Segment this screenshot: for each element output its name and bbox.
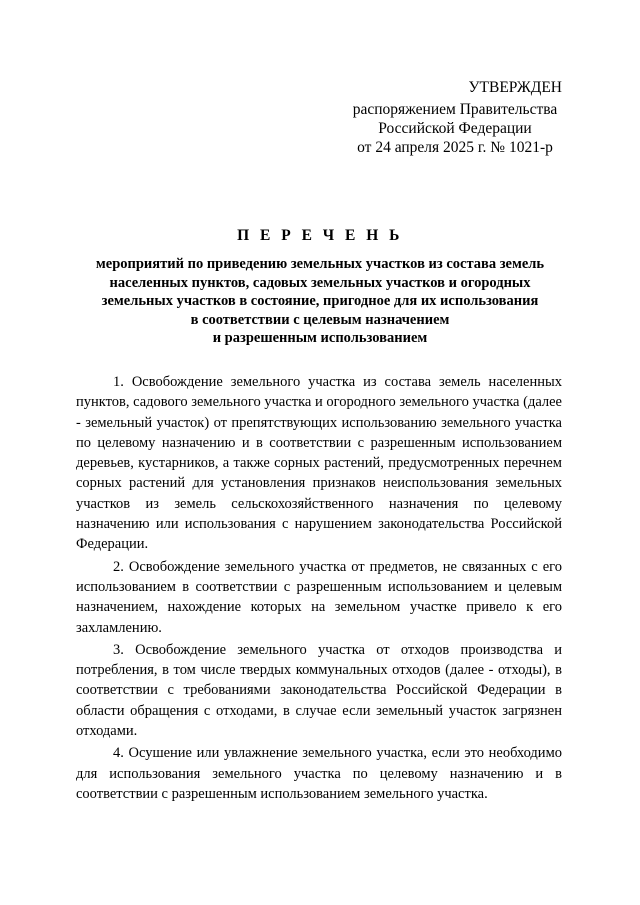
- approval-stamp: [300, 78, 610, 157]
- document-heading: [60, 227, 580, 348]
- list-item: 4. Осушение или увлажнение земельного участка, если это необходимо для использования земельного участка по целевому назначению и в соответствии с разрешенным использованием земельного участка.: [76, 745, 562, 802]
- document-title: П Е Р Е Ч Е Н Ь: [237, 227, 403, 244]
- items-list: [76, 372, 562, 806]
- subtitle-line: мероприятий по приведению земельных участков из состава земель: [95, 256, 545, 272]
- approval-line-authority: распоряжением Правительства: [352, 101, 558, 118]
- approved-label: УТВЕРЖДЕН: [468, 79, 562, 96]
- subtitle-line: земельных участков в состояние, пригодное для их использования: [101, 293, 539, 309]
- subtitle-line: населенных пунктов, садовых земельных участков и огородных: [109, 274, 531, 291]
- list-item: 1. Освобождение земельного участка из состава земель населенных пунктов, садового земельного участка и огородного земельного участка (далее - земельный участок) от препятствующих использованию земельного участка по целевому назначению и в соответствии с разрешенным использованием деревьев, кустарников, а также сорных растений, предусмотренных перечнем сорных растений для установления признаков неиспользования земельных участков из земель сельскохозяйственного назначения по целевому назначению или использования с нарушением законодательства Российской Федерации.: [76, 374, 562, 553]
- subtitle-line: в соответствии с целевым назначением: [190, 311, 450, 328]
- document-subtitle: [60, 255, 580, 348]
- subtitle-line: и разрешенным использованием: [212, 330, 428, 346]
- approval-line-country: Российской Федерации: [378, 120, 532, 137]
- approval-line-date: от 24 апреля 2025 г. № 1021-р: [357, 139, 553, 156]
- list-item: 3. Освобождение земельного участка от отходов производства и потребления, в том числе твердых коммунальных отходов (далее - отходы), в соответствии с требованиями законодательства Российской Федерации в области обращения с отходами, в случае если земельный участок загрязнен отходами.: [76, 641, 562, 740]
- list-item: 2. Освобождение земельного участка от предметов, не связанных с его использованием в соответствии с разрешенным использованием и целевым назначением, нахождение которых на земельном участке привело к его захламлению.: [76, 558, 562, 636]
